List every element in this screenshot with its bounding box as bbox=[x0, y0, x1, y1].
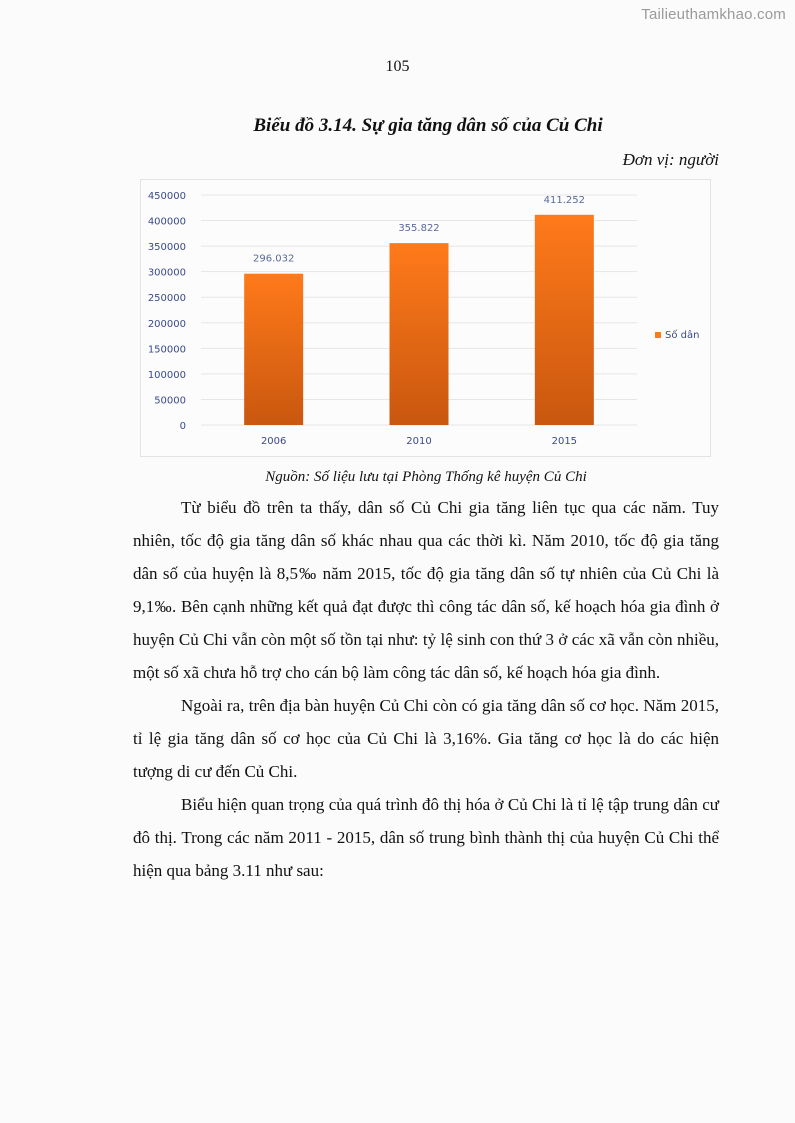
paragraph-3: Biểu hiện quan trọng của quá trình đô thị hóa ở Củ Chi là tỉ lệ tập trung dân cư đô thị. Trong các năm 2011 - 2015, dân số trung bình thành thị của huyện Củ Chi thể hiện qua bảng 3.11 như sau: bbox=[133, 795, 719, 880]
chart-title: Biểu đồ 3.14. Sự gia tăng dân số của Củ Chi bbox=[253, 115, 603, 136]
y-tick-label: 50000 bbox=[154, 395, 186, 407]
y-tick-label: 100000 bbox=[147, 369, 186, 381]
bar bbox=[244, 274, 303, 425]
unit-label: Đơn vị: người bbox=[622, 150, 719, 169]
y-tick-label: 400000 bbox=[147, 216, 186, 228]
bar bbox=[535, 215, 594, 425]
body-text bbox=[133, 491, 719, 887]
bar bbox=[390, 243, 449, 425]
watermark: Tailieuthamkhao.com bbox=[641, 6, 786, 23]
y-tick-label: 0 bbox=[179, 421, 186, 432]
paragraph-1: Từ biểu đồ trên ta thấy, dân số Củ Chi gia tăng liên tục qua các năm. Tuy nhiên, tốc độ gia tăng dân số khác nhau qua các thời kì. Năm 2010, tốc độ gia tăng dân số của huyện là 8,5‰ năm 2015, tốc độ gia tăng dân số tự nhiên của Củ Chi là 9,1‰. Bên cạnh những kết quả đạt được thì công tác dân số, kế hoạch hóa gia đình ở huyện Củ Chi vẫn còn một số tồn tại như: tỷ lệ sinh con thứ 3 ở các xã vẫn còn nhiều, một số xã chưa hỗ trợ cho cán bộ làm công tác dân số, kế hoạch hóa gia đình. bbox=[133, 498, 719, 682]
x-tick-label: 2006 bbox=[260, 436, 287, 447]
x-tick-label: 2010 bbox=[406, 436, 432, 447]
data-label: 411.252 bbox=[543, 194, 586, 206]
y-tick-label: 350000 bbox=[147, 242, 186, 254]
y-tick-label: 450000 bbox=[147, 191, 186, 202]
population-bar-chart bbox=[141, 180, 710, 456]
data-label: 355.822 bbox=[398, 223, 440, 235]
legend-swatch bbox=[655, 332, 661, 338]
source-note: Nguồn: Số liệu lưu tại Phòng Thống kê huyện Củ Chi bbox=[265, 469, 587, 485]
chart-container bbox=[140, 179, 711, 457]
data-label: 296.032 bbox=[252, 253, 295, 265]
y-tick-label: 200000 bbox=[147, 318, 186, 330]
y-tick-label: 250000 bbox=[147, 293, 186, 305]
page-number: 105 bbox=[385, 58, 410, 75]
y-tick-label: 150000 bbox=[147, 344, 186, 356]
y-tick-label: 300000 bbox=[147, 267, 186, 279]
legend-label: Số dân bbox=[665, 330, 700, 341]
x-tick-label: 2015 bbox=[551, 436, 578, 447]
paragraph-2: Ngoài ra, trên địa bàn huyện Củ Chi còn có gia tăng dân số cơ học. Năm 2015, tỉ lệ gia tăng dân số cơ học của Củ Chi là 3,16%. Gia tăng cơ học là do các hiện tượng di cư đến Củ Chi. bbox=[133, 696, 719, 781]
